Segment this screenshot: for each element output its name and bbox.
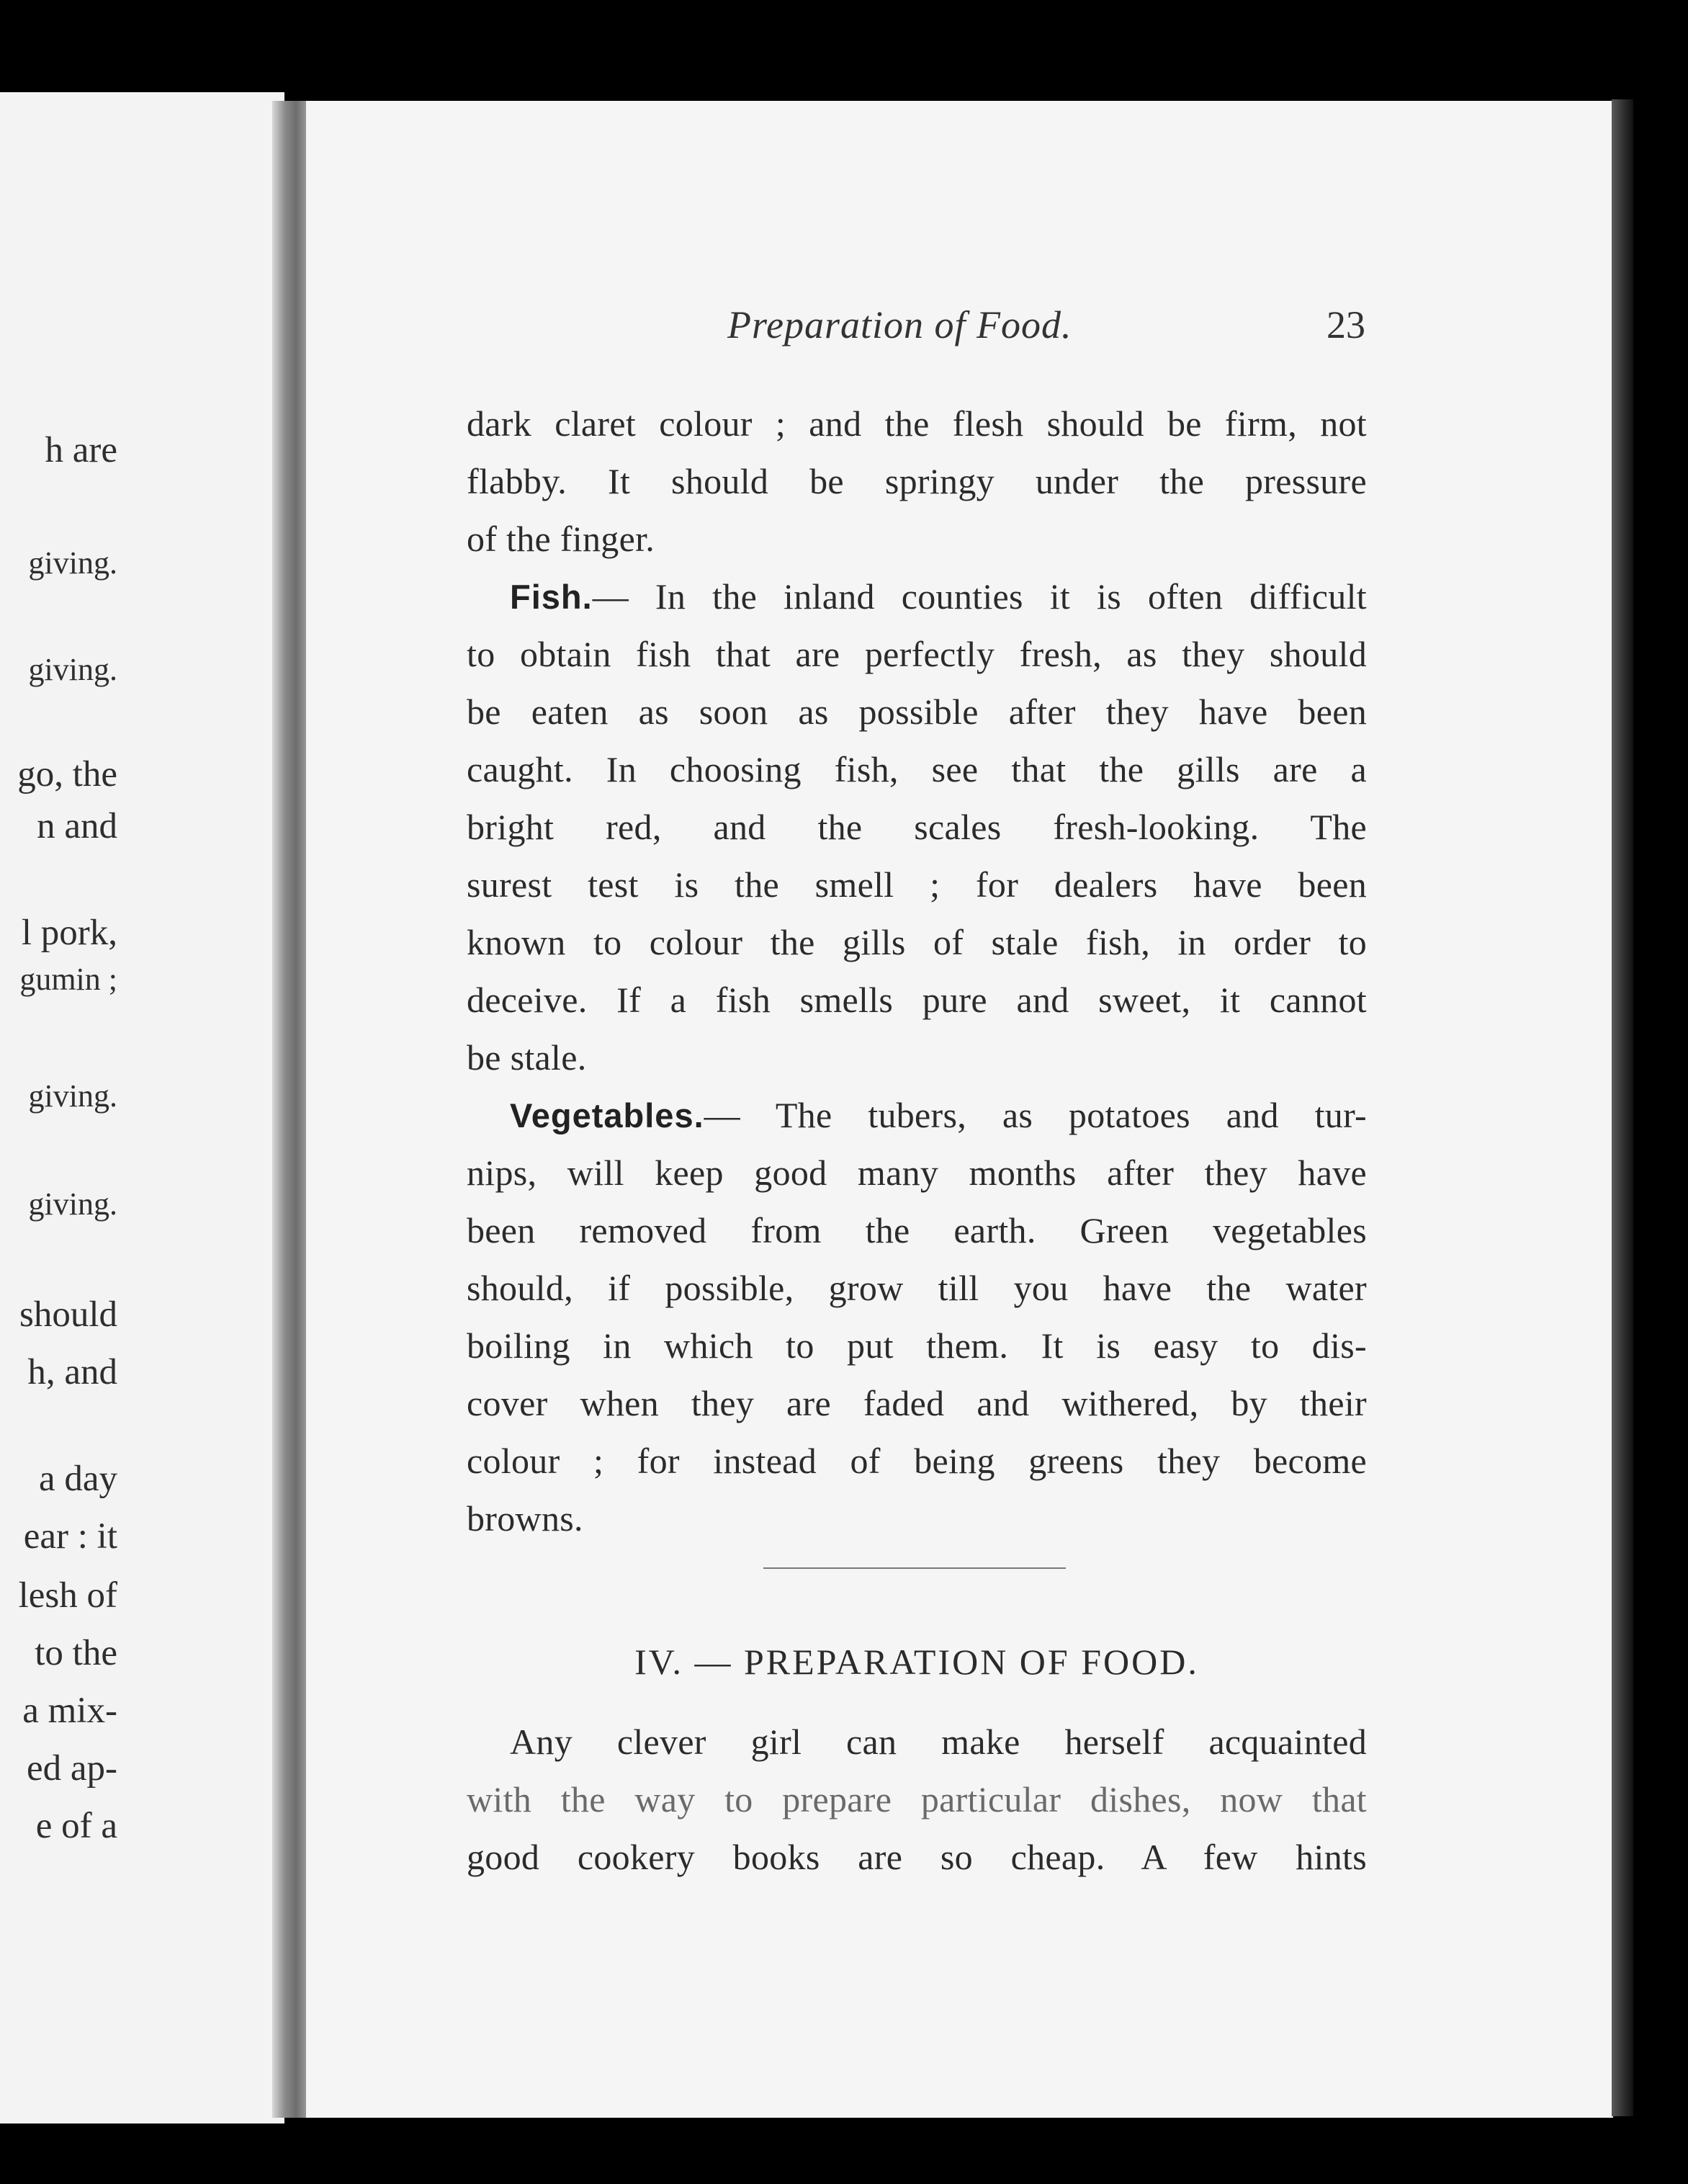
page-edge xyxy=(1612,99,1633,2116)
text-line: cover when they are faded and withered, by their xyxy=(467,1383,1367,1423)
text-line: — The tubers, as potatoes and tur- xyxy=(704,1095,1367,1135)
text-line: should, if possible, grow till you have the water xyxy=(467,1268,1367,1308)
section-divider xyxy=(763,1567,1066,1569)
text-line: — In the inland counties it is often difficult xyxy=(592,576,1367,617)
left-page-fragment: gumin ; xyxy=(19,962,117,997)
vegetables-paragraph-first-line xyxy=(467,1086,1367,1144)
left-page-fragment: to the xyxy=(35,1633,117,1673)
left-page-fragment: ed ap- xyxy=(26,1748,117,1789)
left-page-fragment: l pork, xyxy=(21,913,117,953)
text-line: be stale. xyxy=(467,1037,587,1078)
left-page-fragment: h, and xyxy=(27,1352,117,1392)
text-line: be eaten as soon as possible after they have been xyxy=(467,692,1367,732)
left-page xyxy=(0,92,284,2123)
left-page-fragment: n and xyxy=(37,806,117,846)
text-line: browns. xyxy=(467,1498,583,1539)
text-line: surest test is the smell ; for dealers have been xyxy=(467,864,1367,905)
left-page-fragment: giving. xyxy=(28,545,117,581)
text-line: colour ; for instead of being greens they become xyxy=(467,1441,1367,1481)
text-line: bright red, and the scales fresh-looking. The xyxy=(467,807,1367,847)
text-line: to obtain fish that are perfectly fresh, as they should xyxy=(467,634,1367,674)
text-line: flabby. It should be springy under the pressure xyxy=(467,461,1367,501)
section-heading: IV. — PREPARATION OF FOOD. xyxy=(634,1642,1199,1682)
page-number: 23 xyxy=(1326,303,1365,346)
left-page-fragment: giving. xyxy=(28,1186,117,1222)
left-page-fragment: h are xyxy=(45,430,117,470)
running-title: Preparation of Food. xyxy=(727,303,1072,346)
text-line: dark claret colour ; and the flesh should be firm, not xyxy=(467,403,1367,444)
text-line: deceive. If a fish smells pure and sweet, it cannot xyxy=(467,980,1367,1020)
text-line: boiling in which to put them. It is easy to dis- xyxy=(467,1325,1367,1366)
left-page-fragment: a day xyxy=(38,1459,117,1499)
text-line: good cookery books are so cheap. A few hints xyxy=(467,1837,1367,1877)
left-page-fragment: should xyxy=(19,1294,117,1335)
left-page-fragment: lesh of xyxy=(18,1575,117,1616)
section-body-text xyxy=(467,1713,1367,1886)
left-page-fragment: a mix- xyxy=(22,1691,117,1731)
text-line: known to colour the gills of stale fish, in order to xyxy=(467,922,1367,962)
text-line: of the finger. xyxy=(467,519,655,559)
text-line: caught. In choosing fish, see that the gills are a xyxy=(467,749,1367,789)
left-page-fragment: go, the xyxy=(17,754,117,795)
text-line: been removed from the earth. Green vegetables xyxy=(467,1210,1367,1250)
body-text xyxy=(467,395,1367,1547)
left-page-fragment: giving. xyxy=(28,652,117,687)
left-page-fragment: e of a xyxy=(35,1806,117,1846)
text-line: Any clever girl can make herself acquainted xyxy=(510,1722,1367,1762)
fish-paragraph-first-line xyxy=(467,568,1367,625)
vegetables-heading: Vegetables. xyxy=(510,1096,704,1134)
text-line: with the way to prepare particular dishes, now that xyxy=(467,1779,1367,1820)
text-line: nips, will keep good many months after they have xyxy=(467,1153,1367,1193)
left-page-fragment: ear : it xyxy=(23,1516,117,1557)
fish-heading: Fish. xyxy=(510,578,593,616)
left-page-fragment: giving. xyxy=(28,1078,117,1114)
